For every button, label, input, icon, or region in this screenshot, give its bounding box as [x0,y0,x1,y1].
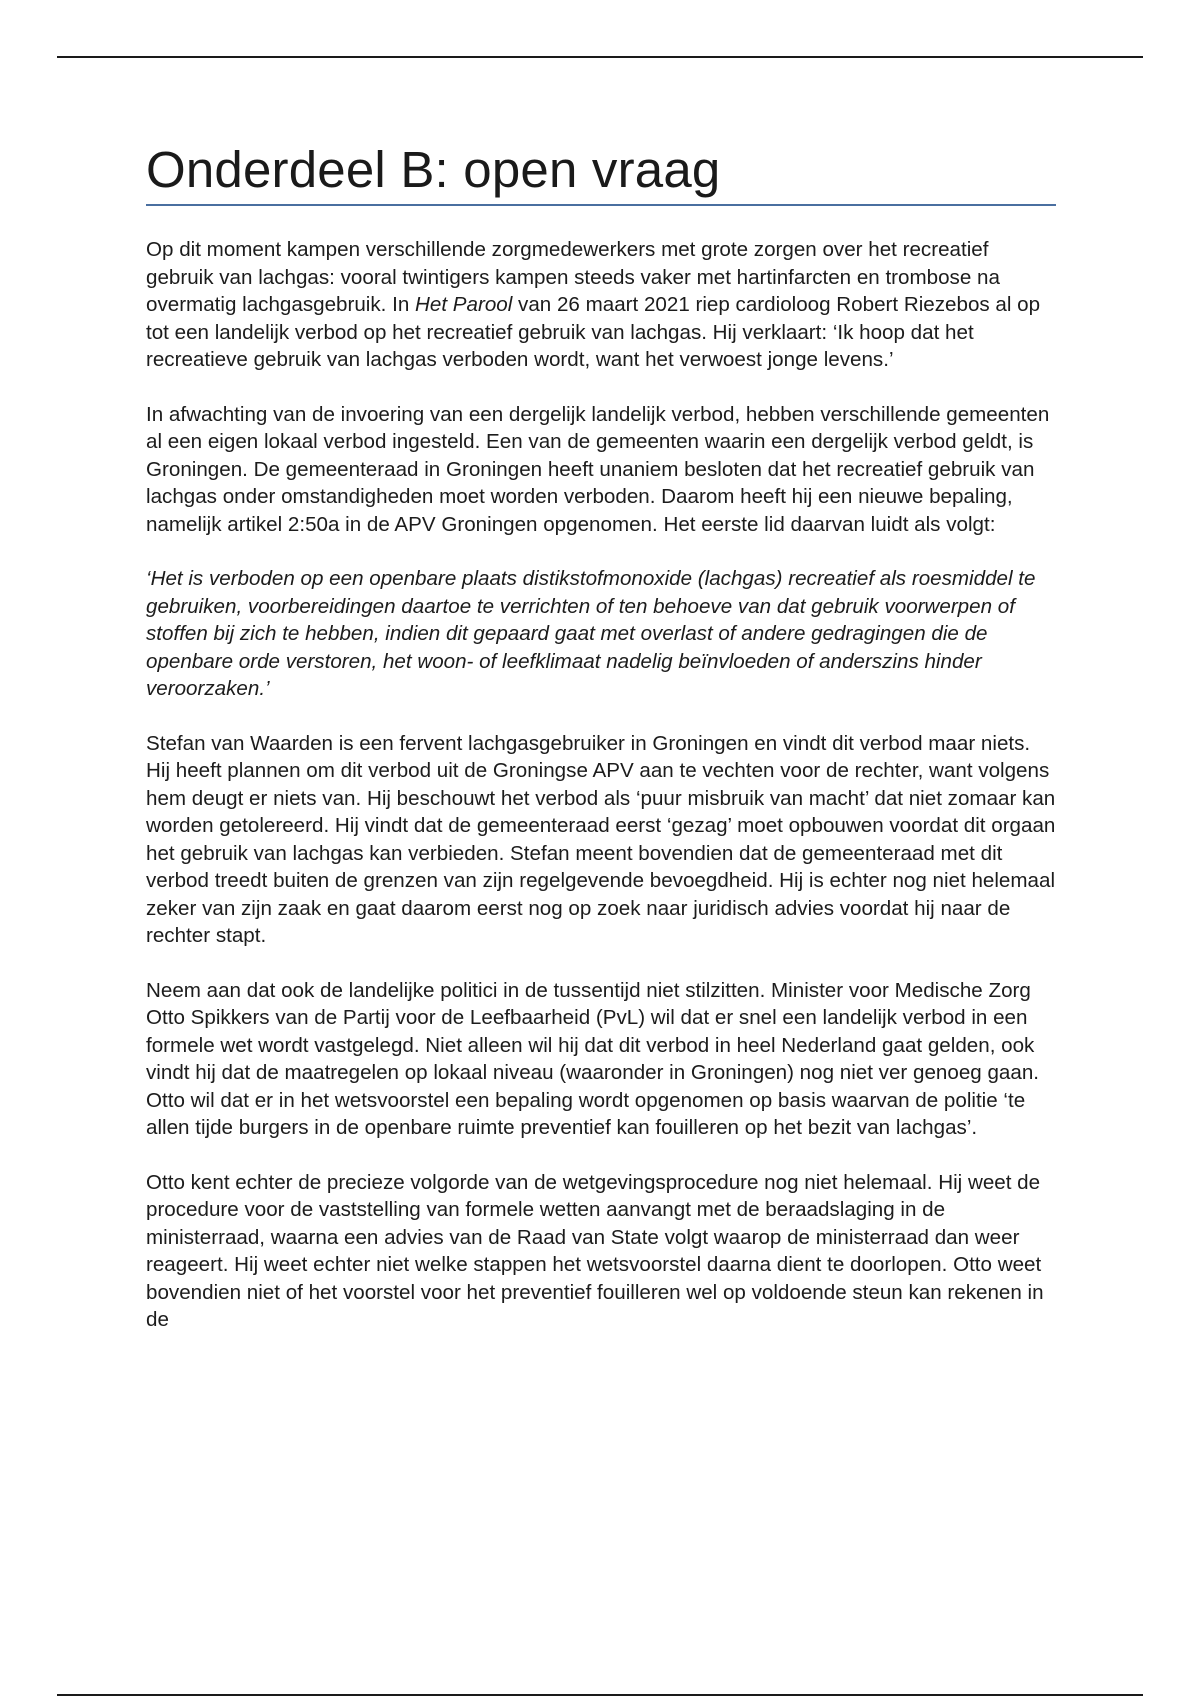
document-body [146,142,1056,1361]
paragraph-intro-text-b: van 26 maart 2021 riep cardioloog Robert Riezebos al op tot een landelijk verbod op het recreatief gebruik van lachgas. Hij verklaart: ‘Ik hoop dat het recreatieve gebruik van lachgas verboden wordt, want het verwoest jonge levens.’ [146,293,1041,372]
paragraph-intro [146,236,1056,374]
newspaper-name: Het Parool [415,293,513,317]
paragraph-intro-text-a: Op dit moment kampen verschillende zorgmedewerkers met grote zorgen over het recreatief gebruik van lachgas: vooral twintigers kampen steeds vaker met hartinfarcten en trombose na overmatig lachgasgebruik. In [146,238,1000,317]
article-quote: ‘Het is verboden op een openbare plaats distikstofmonoxide (lachgas) recreatief als roesmiddel te gebruiken, voorbereidingen daartoe te verrichten of ten behoeve van dat gebruik voorwerpen of stoffen bij zich te hebben, indien dit gepaard gaat met overlast of andere gedragingen die de openbare orde verstoren, het woon- of leefklimaat nadelig beïnvloeden of anderszins hinder veroorzaken.’ [146,567,1036,701]
section-title: Onderdeel B: open vraag [146,141,721,198]
paragraph-local-ban: In afwachting van de invoering van een dergelijk landelijk verbod, hebben verschillende gemeenten al een eigen lokaal verbod ingesteld. Een van de gemeenten waarin een dergelijk verbod geldt, is Groningen. De gemeenteraad in Groningen heeft unaniem besloten dat het recreatief gebruik van lachgas onder omstandigheden moet worden verboden. Daarom heeft hij een nieuwe bepaling, namelijk artikel 2:50a in de APV Groningen opgenomen. Het eerste lid daarvan luidt als volgt: [146,402,1050,536]
title-underline [146,204,1056,206]
paragraph-procedure: Otto kent echter de precieze volgorde van de wetgevingsprocedure nog niet helemaal. Hij weet de procedure voor de vaststelling van formele wetten aanvangt met de beraadslaging in de ministerraad, waarna een advies van de Raad van State volgt waarop de ministerraad dan weer reageert. Hij weet echter niet welke stappen het wetsvoorstel daarna dient te doorlopen. Otto weet bovendien niet of het voorstel voor het preventief fouilleren wel op voldoende steun kan rekenen in de [146,1170,1044,1332]
page-bottom-rule [57,1694,1143,1696]
page-top-rule [57,56,1143,58]
paragraph-stefan: Stefan van Waarden is een fervent lachgasgebruiker in Groningen en vindt dit verbod maar niets. Hij heeft plannen om dit verbod uit de Groningse APV aan te vechten voor de rechter, want volgens hem deugt er niets van. Hij beschouwt het verbod als ‘puur misbruik van macht’ dat niet zomaar kan worden getolereerd. Hij vindt dat de gemeenteraad eerst ‘gezag’ moet opbouwen voordat dit orgaan het gebruik van lachgas kan verbieden. Stefan meent bovendien dat de gemeenteraad met dit verbod treedt buiten de grenzen van zijn regelgevende bevoegdheid. Hij is echter nog niet helemaal zeker van zijn zaak en gaat daarom eerst nog op zoek naar juridisch advies voordat hij naar de rechter stapt. [146,731,1056,948]
paragraph-minister: Neem aan dat ook de landelijke politici in de tussentijd niet stilzitten. Minister voor Medische Zorg Otto Spikkers van de Partij voor de Leefbaarheid (PvL) wil dat er snel een landelijk verbod in een formele wet wordt vastgelegd. Niet alleen wil hij dat dit verbod in heel Nederland gaat gelden, ook vindt hij dat de maatregelen op lokaal niveau (waaronder in Groningen) nog niet ver genoeg gaan. Otto wil dat er in het wetsvoorstel een bepaling wordt opgenomen op basis waarvan de politie ‘te allen tijde burgers in de openbare ruimte preventief kan fouilleren op het bezit van lachgas’. [146,978,1039,1140]
